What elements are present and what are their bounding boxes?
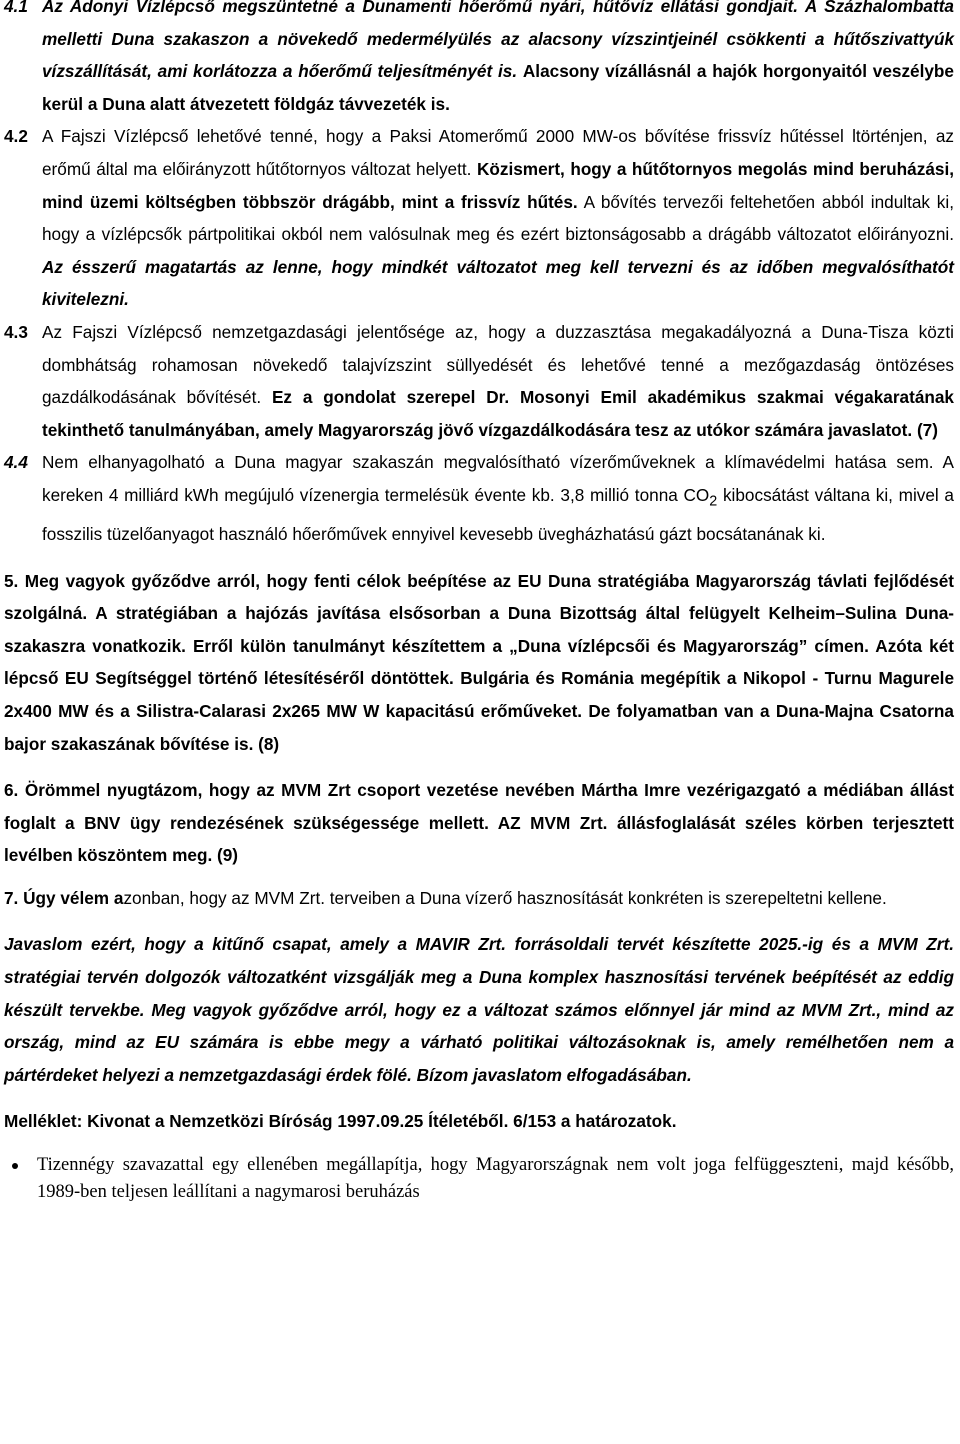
section-text: Nem elhanyagolható a Duna magyar szakaszán megvalósítható vízerőműveknek a klímavédelmi hatása sem. A kereken 4 milliárd kWh megújuló vízenergia termelésük évente kb. 3,8 millió tonna CO xyxy=(42,452,954,505)
section-text: kibocsátást váltana ki, mivel a fosszilis tüzelőanyagot használó hőerőművek ennyivel kevesebb üvegházhatású gázt bocsátanának ki. xyxy=(42,484,954,544)
annex-text: Melléklet: Kivonat a Nemzetközi Bíróság 1997.09.25 Ítéletéből. 6/153 a határozatok. xyxy=(4,1111,677,1132)
section-number: 4.2 xyxy=(4,126,28,147)
proposal-text: Javaslom ezért, hogy a kitűnő csapat, amely a MAVIR Zrt. forrásoldali tervét készítette 2025.-ig és a MVM Zrt. stratégiai tervén dolgozók változatként vizsgálják meg a Duna komplex hasznosítási tervének beépítését az eddig készült tervekbe. Meg vagyok győződve arról, hogy ez a változat számos előnnyel jár mind az MVM Zrt., mind az ország, mind az EU számára is ebbe megy a várható politikai változásoknak is, amely remélhetően nem a pártérdeket helyezi a nemzetgazdasági érdek fölé. Bízom javaslatom elfogadásában. xyxy=(4,934,954,1085)
section-4-2 xyxy=(4,120,954,316)
section-number: 4.1 xyxy=(4,0,28,16)
section-7 xyxy=(4,882,954,915)
section-text: 5. Meg vagyok győződve arról, hogy fenti célok beépítése az EU Duna stratégiába Magyarország távlati fejlődését szolgálná. A stratégiában a hajózás javítása elsősorban a Duna Bizottság által felügyelt Kelheim–Sulina Duna-szakaszra vonatkozik. Erről külön tanulmányt készítettem a „Duna vízlépcsői és Magyarország” címen. Azóta két lépcső EU Segítséggel történő létesítéséről döntöttek. Bulgária és Románia megépítik a Nikopol - Turnu Magurele 2x400 MW és a Silistra-Calarasi 2x265 MW W kapacitású erőműveket. De folyamatban van a Duna-Majna Csatorna bajor szakaszának bővítése is. (8) xyxy=(4,570,954,754)
section-text: Az Adonyi Vízlépcső megszüntetné a Dunamenti hőerőmű nyári, hűtővíz ellátási gondjait. A Százhalombatta melletti Duna szakaszon a növekedő medermélyülés az alacsony vízszintjeinél csökkenti a hűtőszivattyúk vízszállítását, ami korlátozza a hőerőmű teljesítményét is. xyxy=(42,0,954,82)
section-5 xyxy=(4,565,954,761)
section-text-italic: Az ésszerű magatartás az lenne, hogy mindkét változatot meg kell tervezni és az időben megvalósíthatót kivitelezni. xyxy=(42,256,954,310)
section-text: A bővítés tervezői feltehetően abból indultak ki, hogy a vízlépcsők pártpolitikai okból nem valósulnak meg és ezért biztonságosabb a drágább változatot előirányozni. xyxy=(42,191,954,245)
section-number: 4.3 xyxy=(4,321,28,342)
proposal-paragraph xyxy=(4,928,954,1091)
section-text: Az Fajszi Vízlépcső nemzetgazdasági jelentősége az, hogy a duzzasztása megakadályozná a Duna-Tisza közti dombhátság rohamosan növekedő talajvízszint süllyedését és lehetővé tenné a mezőgazdaság öntözéses gazdálkodásának bővítését. xyxy=(42,321,954,408)
list-item xyxy=(4,1152,954,1205)
section-text: A Fajszi Vízlépcső lehetővé tenné, hogy a Paksi Atomerőmű 2000 MW-os bővítése frissvíz hűtéssel ltörténjen, az erőmű által ma előirányzott hűtőtornyos változat helyett. xyxy=(42,126,954,179)
section-text-bold: Alacsony vízállásnál a hajók horgonyaitól veszélybe kerül a Duna alatt átvezetett földgáz távvezeték is. xyxy=(42,61,954,114)
subscript: 2 xyxy=(709,493,718,510)
section-4-4 xyxy=(4,446,954,550)
section-text: 6. Örömmel nyugtázom, hogy az MVM Zrt csoport vezetése nevében Mártha Imre vezérigazgató a médiában állást foglalt a BNV ügy rendezésének szükségessége mellett. AZ MVM Zrt. állásfoglalását széles körben terjesztett levélben köszöntem meg. (9) xyxy=(4,780,954,866)
section-number: 4.4 xyxy=(4,452,28,473)
annex-line xyxy=(4,1105,954,1138)
bullet-icon xyxy=(12,1163,18,1169)
section-text: zonban, hogy az MVM Zrt. terveiben a Duna vízerő hasznosítását konkréten is szerepeltetni kellene. xyxy=(123,887,887,908)
section-6 xyxy=(4,774,954,872)
bullet-list xyxy=(4,1152,954,1205)
section-text-bold: 7. Úgy vélem a xyxy=(4,887,124,908)
section-text-bold: Közismert, hogy a hűtőtornyos megolás mind beruházási, mind üzemi költségben többször drágább, mint a frissvíz hűtés. xyxy=(42,158,954,212)
list-item-text: Tizennégy szavazattal egy ellenében megállapítja, hogy Magyarországnak nem volt joga felfüggeszteni, majd később, 1989-ben teljesen leállítani a nagymarosi beruházás xyxy=(37,1155,954,1202)
section-text-bold: Ez a gondolat szerepel Dr. Mosonyi Emil akadémikus szakmai végakaratának tekinthető tanulmányában, amely Magyarország jövő vízgazdálkodására tesz az utókor számára javaslatot. (7) xyxy=(42,387,954,440)
section-4-1 xyxy=(4,0,954,120)
section-4-3 xyxy=(4,316,954,446)
